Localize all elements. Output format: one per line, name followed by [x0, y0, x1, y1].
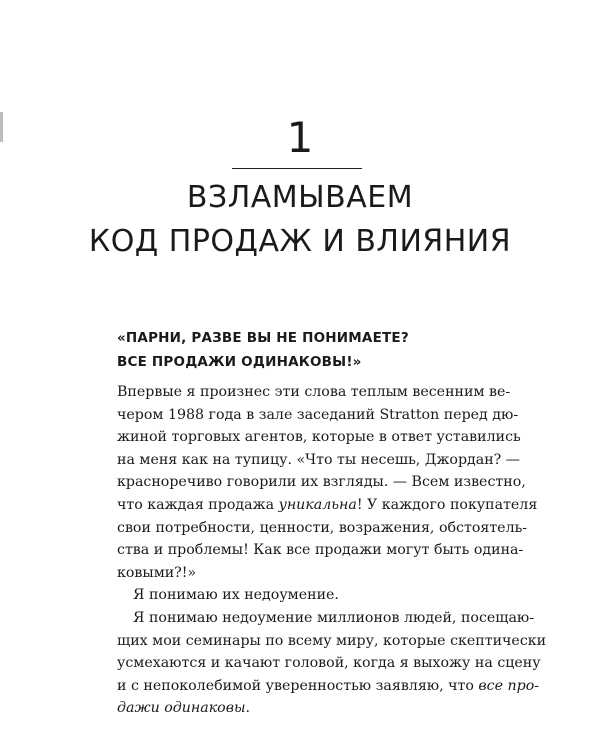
- emphasis: дажи одинаковы: [117, 700, 246, 717]
- section-subheading: [117, 326, 517, 374]
- text-line: усмехаются и качают головой, когда я выхожу на сцену: [117, 655, 541, 672]
- text-line: что каждая продажа уникальна! У каждого покупателя: [117, 496, 538, 513]
- text-line: жиной торговых агентов, которые в ответ уставились: [117, 429, 521, 446]
- subheading-line: «ПАРНИ, РАЗВЕ ВЫ НЕ ПОНИМАЕТЕ?: [117, 330, 409, 346]
- chapter-title-line: КОД ПРОДАЖ И ВЛИЯНИЯ: [88, 224, 512, 259]
- paragraph: [117, 584, 487, 607]
- text-line: дажи одинаковы.: [117, 700, 251, 717]
- text-line: красноречиво говорили их взгляды. — Всем известно,: [117, 474, 526, 491]
- subheading-line: ВСЕ ПРОДАЖИ ОДИНАКОВЫ!»: [117, 354, 362, 370]
- chapter-number: 1: [286, 113, 314, 162]
- emphasis: все про-: [478, 677, 540, 694]
- body-text: [117, 381, 547, 720]
- text-line: свои потребности, ценности, возражения, обстоятель-: [117, 519, 528, 536]
- text-line: ковыми?!»: [117, 564, 197, 581]
- text-line: и с непоколебимой уверенностью заявляю, что все про-: [117, 677, 540, 694]
- text-line: ства и проблемы! Как все продажи могут быть одина-: [117, 542, 524, 559]
- text-line: Я понимаю недоумение миллионов людей, посещаю-: [133, 609, 535, 626]
- chapter-divider: [232, 168, 362, 169]
- text-line: на меня как на тупицу. «Что ты несешь, Джордан? —: [117, 451, 520, 468]
- text-line: Я понимаю их недоумение.: [133, 587, 339, 604]
- chapter-title-line: ВЗЛАМЫВАЕМ: [186, 180, 414, 215]
- emphasis: уникальна: [278, 496, 357, 513]
- paragraph: [117, 381, 538, 584]
- text-line: Впервые я произнес эти слова теплым весенним ве-: [117, 384, 511, 400]
- text-line: чером 1988 года в зале заседаний Stratton перед дю-: [117, 406, 519, 423]
- paragraph: [117, 607, 547, 720]
- text-line: щих мои семинары по всему миру, которые скептически: [117, 632, 547, 649]
- chapter-title: [0, 176, 600, 264]
